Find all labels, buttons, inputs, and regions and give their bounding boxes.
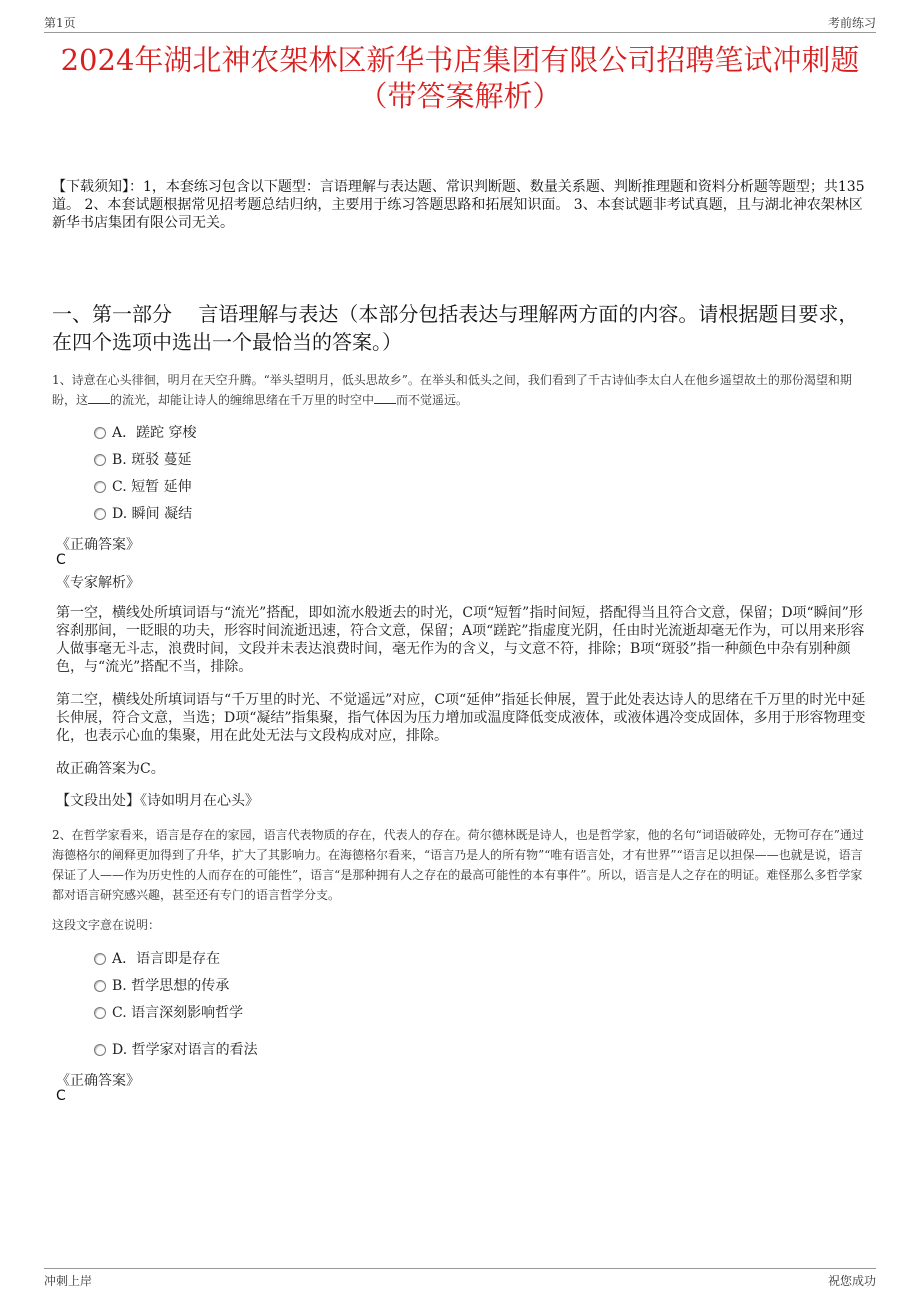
section-heading: 一、第一部分 言语理解与表达（本部分包括表达与理解两方面的内容。请根据题目要求，在四个选项中选出一个最恰当的答案。） (52, 302, 859, 354)
download-notice: 【下载须知】：1，本套练习包含以下题型：言语理解与表达题、常识判断题、数量关系题、判断推理题和资料分析题等题型；共135道。 2、本套试题根据常见招考题总结归纳，主要用于练习答题思路和拓展知识面。 3、本套试题非考试真题，且与湖北神农架林区新华书店集团有限公司无关。 (52, 179, 865, 231)
q1-analysis-label: 《专家解析》 (56, 575, 140, 591)
q1-answer-label: 《正确答案》 (56, 537, 140, 553)
blank-2 (374, 391, 396, 404)
page-number: 第1页 (44, 16, 76, 30)
blank-1 (88, 391, 110, 404)
option-label: C. 短暂 延伸 (112, 479, 192, 495)
q2-option-a[interactable] (94, 949, 220, 969)
option-label: A．语言即是存在 (112, 951, 221, 967)
option-label: D. 哲学家对语言的看法 (112, 1042, 258, 1058)
document-title (40, 42, 880, 114)
q1-option-d[interactable] (94, 504, 192, 524)
question-1-text-b: 的流光，却能让诗人的缠绵思绪在千万里的时空中 (110, 393, 375, 407)
footer-left-text: 冲刺上岸 (44, 1274, 93, 1288)
q1-option-a[interactable] (94, 423, 197, 443)
q1-answer: C (56, 552, 66, 568)
q1-analysis-conclusion: 故正确答案为C。 (56, 761, 165, 777)
title-line-1: 2024年湖北神农架林区新华书店集团有限公司招聘笔试冲刺题 (60, 43, 860, 77)
q2-option-c[interactable] (94, 1003, 243, 1023)
radio-icon[interactable] (94, 454, 106, 466)
radio-icon[interactable] (94, 953, 106, 965)
q1-analysis-paragraph-2: 第二空，横线处所填词语与“千万里的时光、不觉遥远”对应，C项“延伸”指延长伸展，置于此处表达诗人的思绪在千万里的时光中延长伸展，符合文意，当选；D项“凝结”指集聚，指气体因为压力增加或温度降低变成液体，或液体遇冷变成固体，多用于形容物理变化，也表示心血的集聚，用在此处无法与文段构成对应，排除。 (56, 692, 866, 744)
radio-icon[interactable] (94, 1044, 106, 1056)
q2-option-d[interactable] (94, 1040, 258, 1060)
question-1-text-c: 而不觉遥远。 (396, 393, 469, 407)
q2-answer-label: 《正确答案》 (56, 1073, 140, 1089)
footer-right-text: 祝您成功 (827, 1274, 876, 1288)
q1-option-b[interactable] (94, 450, 192, 470)
radio-icon[interactable] (94, 1007, 106, 1019)
radio-icon[interactable] (94, 508, 106, 520)
option-label: C. 语言深刻影响哲学 (112, 1005, 244, 1021)
header-right-text: 考前练习 (827, 16, 876, 30)
option-label: B. 哲学思想的传承 (112, 978, 230, 994)
option-label: A．蹉跎 穿梭 (112, 425, 197, 441)
q2-option-b[interactable] (94, 976, 229, 996)
question-1-text (52, 370, 872, 410)
q1-analysis-paragraph-1: 第一空，横线处所填词语与“流光”搭配，即如流水般逝去的时光，C项“短暂”指时间短，搭配得当且符合文意，保留；D项“瞬间”形容刹那间，一眨眼的功夫，形容时间流逝迅速，符合文意，保留；A项“蹉跎”指虚度光阴，任由时光流逝却毫无作为，可以用来形容人做事毫无斗志，浪费时间，文段并未表达浪费时间，毫无作为的含义，与文意不符，排除；B项“斑驳”指一种颜色中杂有别种颜色，与“流光”搭配不当，排除。 (56, 605, 865, 675)
radio-icon[interactable] (94, 980, 106, 992)
question-1-text-a: 1、诗意在心头徘徊，明月在天空升腾。“举头望明月，低头思故乡”。在举头和低头之间，我们看到了千古诗仙李太白人在他乡遥望故土的那份渴望和期盼，这 (52, 373, 852, 407)
radio-icon[interactable] (94, 481, 106, 493)
question-2-prompt: 这段文字意在说明： (52, 918, 161, 932)
option-label: B. 斑驳 蔓延 (112, 452, 192, 468)
q1-source: 【文段出处】《诗如明月在心头》 (56, 793, 259, 809)
footer-divider (44, 1268, 876, 1269)
q1-option-c[interactable] (94, 477, 192, 497)
q2-answer: C (56, 1088, 66, 1104)
radio-icon[interactable] (94, 427, 106, 439)
title-line-2: （带答案解析） (358, 79, 562, 113)
header-divider (44, 32, 876, 33)
question-2-text: 2、在哲学家看来，语言是存在的家园，语言代表物质的存在，代表人的存在。荷尔德林既是诗人，也是哲学家，他的名句“词语破碎处，无物可存在”通过海德格尔的阐释更加得到了升华，扩大了其影响力。在海德格尔看来，“语言乃是人的所有物”“唯有语言处，才有世界”“语言足以担保——也就是说，语言保证了人——作为历史性的人而存在的可能性”，语言“是那种拥有人之存在的最高可能性的本有事件”。所以，语言是人之存在的明证。难怪那么多哲学家都对语言研究感兴趣，甚至还有专门的语言哲学分支。 (52, 828, 864, 902)
option-label: D. 瞬间 凝结 (112, 506, 193, 522)
